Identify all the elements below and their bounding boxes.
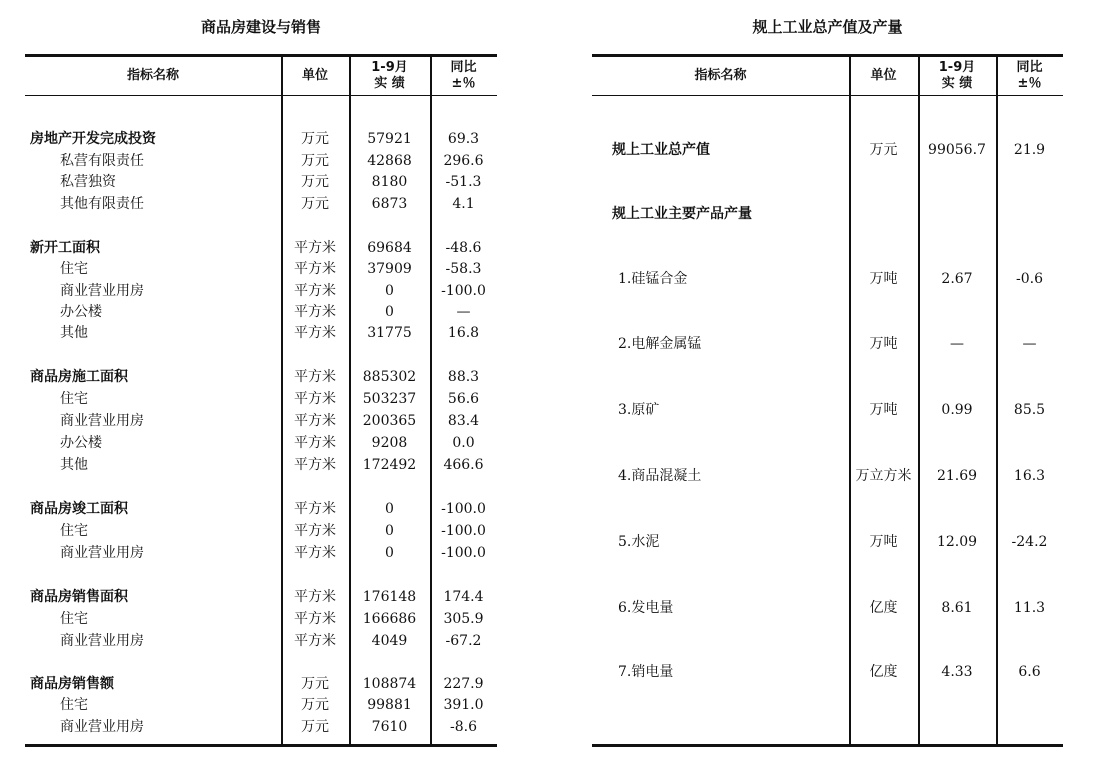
table-row [25, 366, 497, 388]
right-table-title: 规上工业总产值及产量 [752, 18, 903, 36]
table-row [25, 128, 497, 150]
left-header-value [349, 57, 430, 95]
left-table-header-rule [25, 95, 497, 96]
row-yoy: -8.6 [450, 719, 477, 735]
table-row [25, 171, 497, 193]
row-unit: 万吨 [869, 402, 898, 418]
table-row [25, 322, 497, 344]
row-unit: 平方米 [294, 261, 336, 277]
row-unit: 平方米 [294, 501, 336, 517]
row-item-name: 商业营业用房 [60, 545, 144, 561]
row-yoy: 88.3 [447, 369, 480, 385]
row-yoy: 305.9 [443, 611, 484, 627]
table-row [25, 432, 497, 454]
row-yoy: 11.3 [1013, 600, 1046, 616]
row-yoy: -67.2 [445, 633, 482, 649]
table-row [25, 586, 497, 608]
row-item-name: 7.销电量 [618, 664, 674, 680]
row-unit: 平方米 [294, 240, 336, 256]
row-value: 99881 [367, 697, 412, 713]
row-value: 69684 [367, 240, 412, 256]
row-yoy: 466.6 [443, 457, 484, 473]
table-row [25, 498, 497, 520]
row-item-name: 6.发电量 [618, 600, 674, 616]
right-header-yoy-line1: 同比 [1016, 60, 1043, 75]
row-item-name: 住宅 [60, 697, 88, 713]
left-header-unit-label: 单位 [301, 68, 328, 83]
row-value: 57921 [367, 131, 412, 147]
table-row [592, 138, 1063, 162]
row-item-name: 私营有限责任 [60, 153, 144, 169]
row-item-name: 商业营业用房 [60, 413, 144, 429]
row-yoy: 0.0 [452, 435, 475, 451]
table-row [592, 530, 1063, 554]
row-value: 4.33 [941, 664, 973, 680]
row-unit: 万元 [869, 142, 898, 158]
row-item-name: 其他有限责任 [60, 196, 144, 212]
row-value: 12.09 [936, 534, 978, 550]
row-value: 0 [385, 523, 394, 539]
row-value: 9208 [371, 435, 408, 451]
table-row [25, 150, 497, 172]
right-header-yoy [996, 57, 1063, 95]
row-value: 0 [385, 501, 394, 517]
row-yoy: 296.6 [443, 153, 484, 169]
right-header-value-line1: 1-9月 [938, 60, 976, 75]
right-header-value [918, 57, 996, 95]
row-item-name: 其他 [60, 457, 88, 473]
row-value: 0 [385, 545, 394, 561]
left-header-value-line2: 实 绩 [374, 76, 405, 91]
row-value: 200365 [362, 413, 417, 429]
table-row [592, 464, 1063, 488]
row-yoy: 16.3 [1013, 468, 1046, 484]
row-value: 7610 [371, 719, 408, 735]
table-row [25, 237, 497, 259]
row-item-name: 住宅 [60, 391, 88, 407]
row-value: 99056.7 [928, 142, 986, 158]
row-unit: 平方米 [294, 545, 336, 561]
row-item-name: 住宅 [60, 611, 88, 627]
table-row [592, 267, 1063, 291]
row-yoy: — [456, 304, 471, 320]
row-value: 8.61 [941, 600, 973, 616]
right-table-header-rule [592, 95, 1063, 96]
row-item-name: 商业营业用房 [60, 719, 144, 735]
row-yoy: -100.0 [441, 523, 486, 539]
table-row [25, 454, 497, 476]
table-row [25, 630, 497, 652]
row-value: 6873 [371, 196, 408, 212]
row-unit: 平方米 [294, 589, 336, 605]
right-header-name [592, 57, 849, 95]
row-item-name: 住宅 [60, 261, 88, 277]
row-value: 108874 [362, 676, 417, 692]
row-value: 4049 [371, 633, 408, 649]
row-yoy: 391.0 [443, 697, 484, 713]
row-item-name: 4.商品混凝土 [618, 468, 702, 484]
row-unit: 平方米 [294, 283, 336, 299]
row-unit: 万元 [301, 719, 329, 735]
row-item-name: 3.原矿 [618, 402, 660, 418]
row-item-name: 私营独资 [60, 174, 116, 190]
row-item-name: 其他 [60, 325, 88, 341]
row-yoy: 174.4 [443, 589, 484, 605]
row-unit: 平方米 [294, 304, 336, 320]
row-category-name: 商品房竣工面积 [30, 501, 128, 517]
table-row [25, 520, 497, 542]
row-value: 31775 [367, 325, 412, 341]
right-header-name-label: 指标名称 [694, 68, 747, 83]
row-value: 0.99 [941, 402, 973, 418]
table-row [25, 410, 497, 432]
row-unit: 万元 [301, 697, 329, 713]
row-yoy: 6.6 [1018, 664, 1041, 680]
row-value: 8180 [371, 174, 408, 190]
row-category-name: 商品房销售面积 [30, 589, 128, 605]
row-unit: 万吨 [869, 336, 898, 352]
left-header-unit [281, 57, 349, 95]
row-unit: 万吨 [869, 534, 898, 550]
row-yoy: -100.0 [441, 545, 486, 561]
right-table-bottom-rule [592, 744, 1063, 747]
table-row [25, 193, 497, 215]
row-value: 503237 [362, 391, 417, 407]
row-unit: 平方米 [294, 435, 336, 451]
left-header-name [25, 57, 281, 95]
row-value: 0 [385, 304, 394, 320]
row-item-name: 住宅 [60, 523, 88, 539]
row-yoy: 227.9 [443, 676, 484, 692]
row-value: 885302 [362, 369, 417, 385]
row-value: 172492 [362, 457, 417, 473]
row-value: 0 [385, 283, 394, 299]
row-unit: 平方米 [294, 391, 336, 407]
row-yoy: — [1022, 336, 1037, 352]
row-yoy: 69.3 [447, 131, 480, 147]
table-row [25, 280, 497, 302]
row-yoy: 85.5 [1013, 402, 1046, 418]
row-yoy: 56.6 [447, 391, 480, 407]
row-category-name: 商品房施工面积 [30, 369, 128, 385]
table-row [592, 202, 1063, 226]
row-yoy: 16.8 [447, 325, 480, 341]
row-yoy: -58.3 [445, 261, 482, 277]
table-row [25, 673, 497, 695]
row-item-name: 办公楼 [60, 435, 102, 451]
row-yoy: 21.9 [1013, 142, 1046, 158]
row-value: 166686 [362, 611, 417, 627]
row-unit: 平方米 [294, 325, 336, 341]
row-yoy: -100.0 [441, 501, 486, 517]
right-header-yoy-line2: ±％ [1017, 76, 1042, 91]
row-item-name: 商业营业用房 [60, 633, 144, 649]
row-yoy: -24.2 [1011, 534, 1048, 550]
row-value: 37909 [367, 261, 412, 277]
row-unit: 平方米 [294, 457, 336, 473]
row-unit: 平方米 [294, 369, 336, 385]
row-value: 21.69 [936, 468, 978, 484]
right-header-unit-label: 单位 [870, 68, 897, 83]
row-unit: 平方米 [294, 413, 336, 429]
row-yoy: -48.6 [445, 240, 482, 256]
left-header-value-line1: 1-9月 [371, 60, 408, 75]
row-unit: 万元 [301, 153, 329, 169]
row-unit: 万吨 [869, 271, 898, 287]
left-table-title: 商品房建设与销售 [200, 18, 321, 36]
row-value: — [950, 336, 964, 352]
left-header-yoy-line1: 同比 [450, 60, 477, 75]
row-unit: 万元 [301, 174, 329, 190]
row-value: 42868 [367, 153, 412, 169]
table-row [25, 258, 497, 280]
left-table-bottom-rule [25, 744, 497, 747]
row-unit: 平方米 [294, 611, 336, 627]
row-unit: 平方米 [294, 633, 336, 649]
right-header-unit [849, 57, 918, 95]
row-category-name: 房地产开发完成投资 [30, 131, 156, 147]
right-header-value-line2: 实 绩 [941, 76, 973, 91]
table-row [25, 694, 497, 716]
row-unit: 万元 [301, 196, 329, 212]
row-yoy: 83.4 [447, 413, 480, 429]
left-header-yoy [430, 57, 497, 95]
row-unit: 亿度 [869, 600, 898, 616]
left-header-yoy-line2: ±％ [451, 76, 476, 91]
table-row [592, 332, 1063, 356]
left-header-name-label: 指标名称 [126, 68, 179, 83]
row-unit: 万元 [301, 131, 329, 147]
row-item-name: 办公楼 [60, 304, 102, 320]
row-yoy: -51.3 [445, 174, 482, 190]
row-item-name: 1.硅锰合金 [618, 271, 688, 287]
row-yoy: -100.0 [441, 283, 486, 299]
row-item-name: 5.水泥 [618, 534, 660, 550]
table-row [25, 716, 497, 738]
row-value: 176148 [362, 589, 417, 605]
row-unit: 亿度 [869, 664, 898, 680]
row-item-name: 2.电解金属锰 [618, 336, 702, 352]
table-row [25, 542, 497, 564]
row-yoy: 4.1 [452, 196, 475, 212]
row-unit: 平方米 [294, 523, 336, 539]
table-row [25, 388, 497, 410]
row-category-name: 规上工业总产值 [612, 142, 710, 158]
table-row [592, 596, 1063, 620]
table-row [25, 301, 497, 323]
row-yoy: -0.6 [1016, 271, 1043, 287]
row-category-name: 规上工业主要产品产量 [612, 206, 752, 222]
row-value: 2.67 [941, 271, 973, 287]
table-row [592, 660, 1063, 684]
row-category-name: 新开工面积 [30, 240, 100, 256]
row-unit: 万元 [301, 676, 329, 692]
table-row [592, 398, 1063, 422]
row-unit: 万立方米 [855, 468, 912, 484]
row-category-name: 商品房销售额 [30, 676, 114, 692]
row-item-name: 商业营业用房 [60, 283, 144, 299]
table-row [25, 608, 497, 630]
